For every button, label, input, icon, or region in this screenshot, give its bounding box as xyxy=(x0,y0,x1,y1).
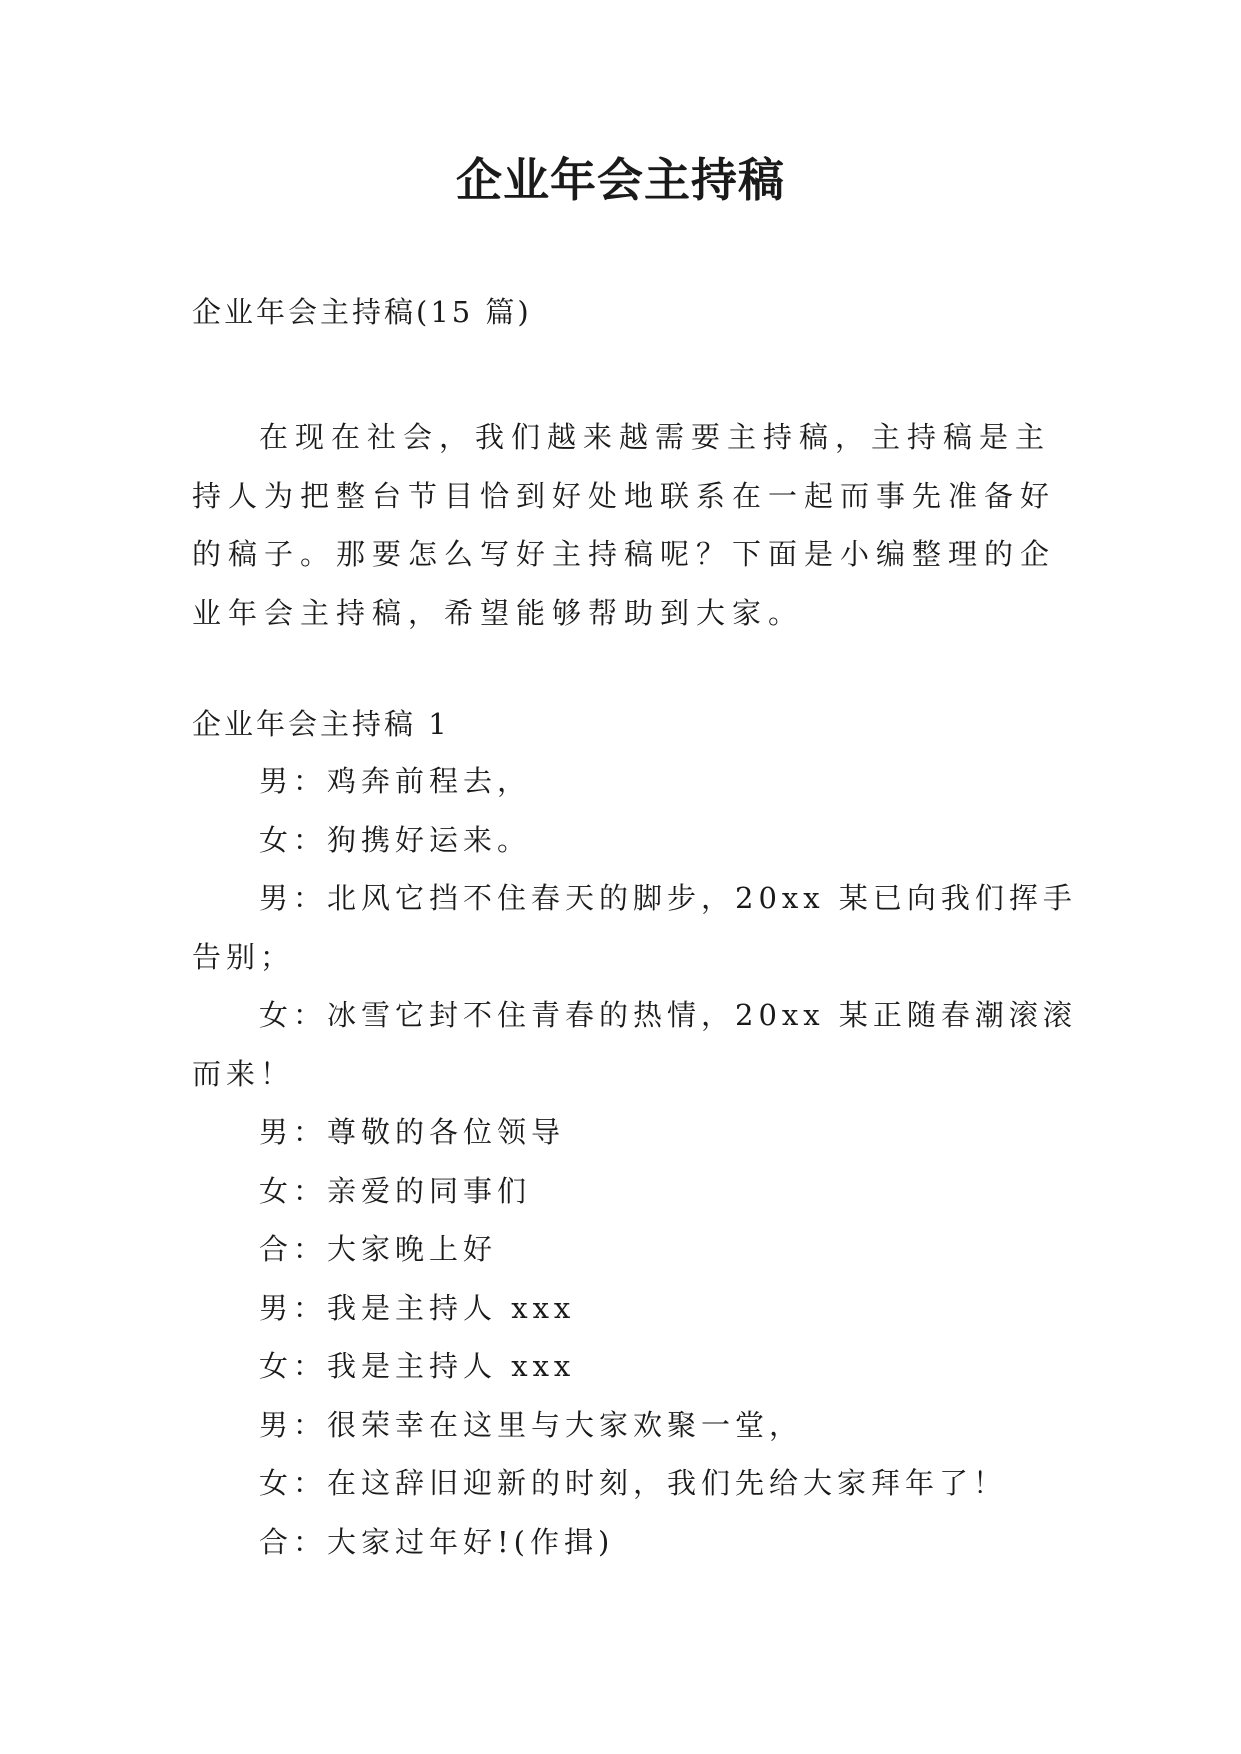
intro-paragraph: 在现在社会，我们越来越需要主持稿，主持稿是主持人为把整台节目恰到好处地联系在一起而事先准备好的稿子。那要怎么写好主持稿呢？下面是小编整理的企业年会主持稿，希望能够帮助到大家。 xyxy=(192,420,1057,630)
dialogue-line: 女：冰雪它封不住青春的热情，20xx 某正随春潮滚滚而来！ xyxy=(192,998,1077,1091)
document-subtitle: 企业年会主持稿(15 篇) xyxy=(192,295,532,329)
dialogue-line: 女：我是主持人 xxx xyxy=(259,1349,576,1383)
dialogue-line: 合：大家晚上好 xyxy=(259,1232,498,1266)
dialogue-lines xyxy=(192,752,1082,1571)
dialogue-line: 合：大家过年好!(作揖) xyxy=(259,1524,615,1559)
dialogue-line: 男：很荣幸在这里与大家欢聚一堂， xyxy=(259,1407,804,1442)
dialogue-line: 男：我是主持人 xxx xyxy=(259,1290,576,1325)
dialogue-line: 男：尊敬的各位领导 xyxy=(259,1115,566,1149)
document-title: 企业年会主持稿 xyxy=(456,153,785,207)
dialogue-line: 女：狗携好运来。 xyxy=(259,822,532,857)
dialogue-line: 女：亲爱的同事们 xyxy=(259,1173,532,1208)
section-heading: 企业年会主持稿 1 xyxy=(192,707,450,741)
dialogue-line: 男：北风它挡不住春天的脚步，20xx 某已向我们挥手告别； xyxy=(192,881,1077,974)
dialogue-line: 女：在这辞旧迎新的时刻，我们先给大家拜年了！ xyxy=(259,1466,1008,1500)
dialogue-line: 男：鸡奔前程去， xyxy=(259,764,532,798)
